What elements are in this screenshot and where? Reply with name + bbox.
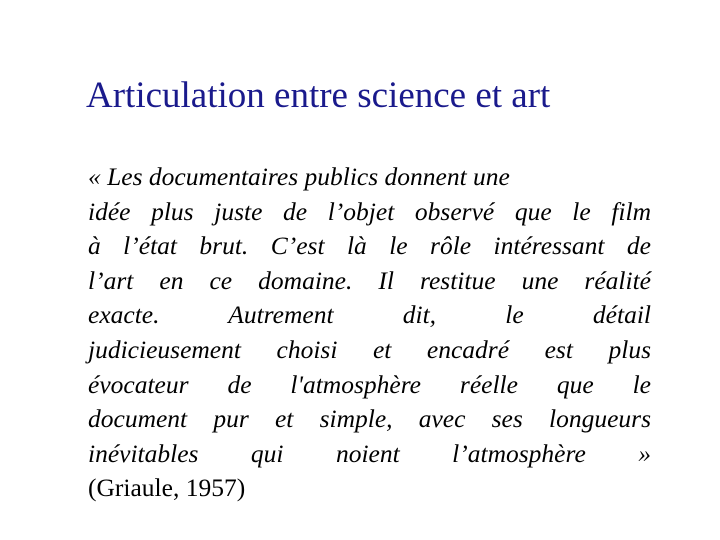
quote-line: inévitables qui noient l’atmosphère » bbox=[88, 438, 651, 468]
quote-line: « Les documentaires publics donnent une bbox=[88, 162, 510, 191]
quote-line: l’art en ce domaine. Il restitue une réalité bbox=[88, 265, 651, 295]
quote-line: à l’état brut. C’est là le rôle intéressant de bbox=[88, 231, 651, 261]
quote-line: judicieusement choisi et encadré est plus bbox=[88, 334, 651, 364]
citation: (Griaule, 1957) bbox=[88, 473, 246, 503]
quote-block bbox=[88, 160, 651, 506]
slide-title: Articulation entre science et art bbox=[86, 75, 551, 116]
quote-line: exacte. Autrement dit, le détail bbox=[88, 300, 651, 330]
quote-line: évocateur de l'atmosphère réelle que le bbox=[88, 369, 651, 399]
quote-line: idée plus juste de l’objet observé que le film bbox=[88, 196, 651, 226]
quote-line: document pur et simple, avec ses longueurs bbox=[88, 404, 651, 434]
